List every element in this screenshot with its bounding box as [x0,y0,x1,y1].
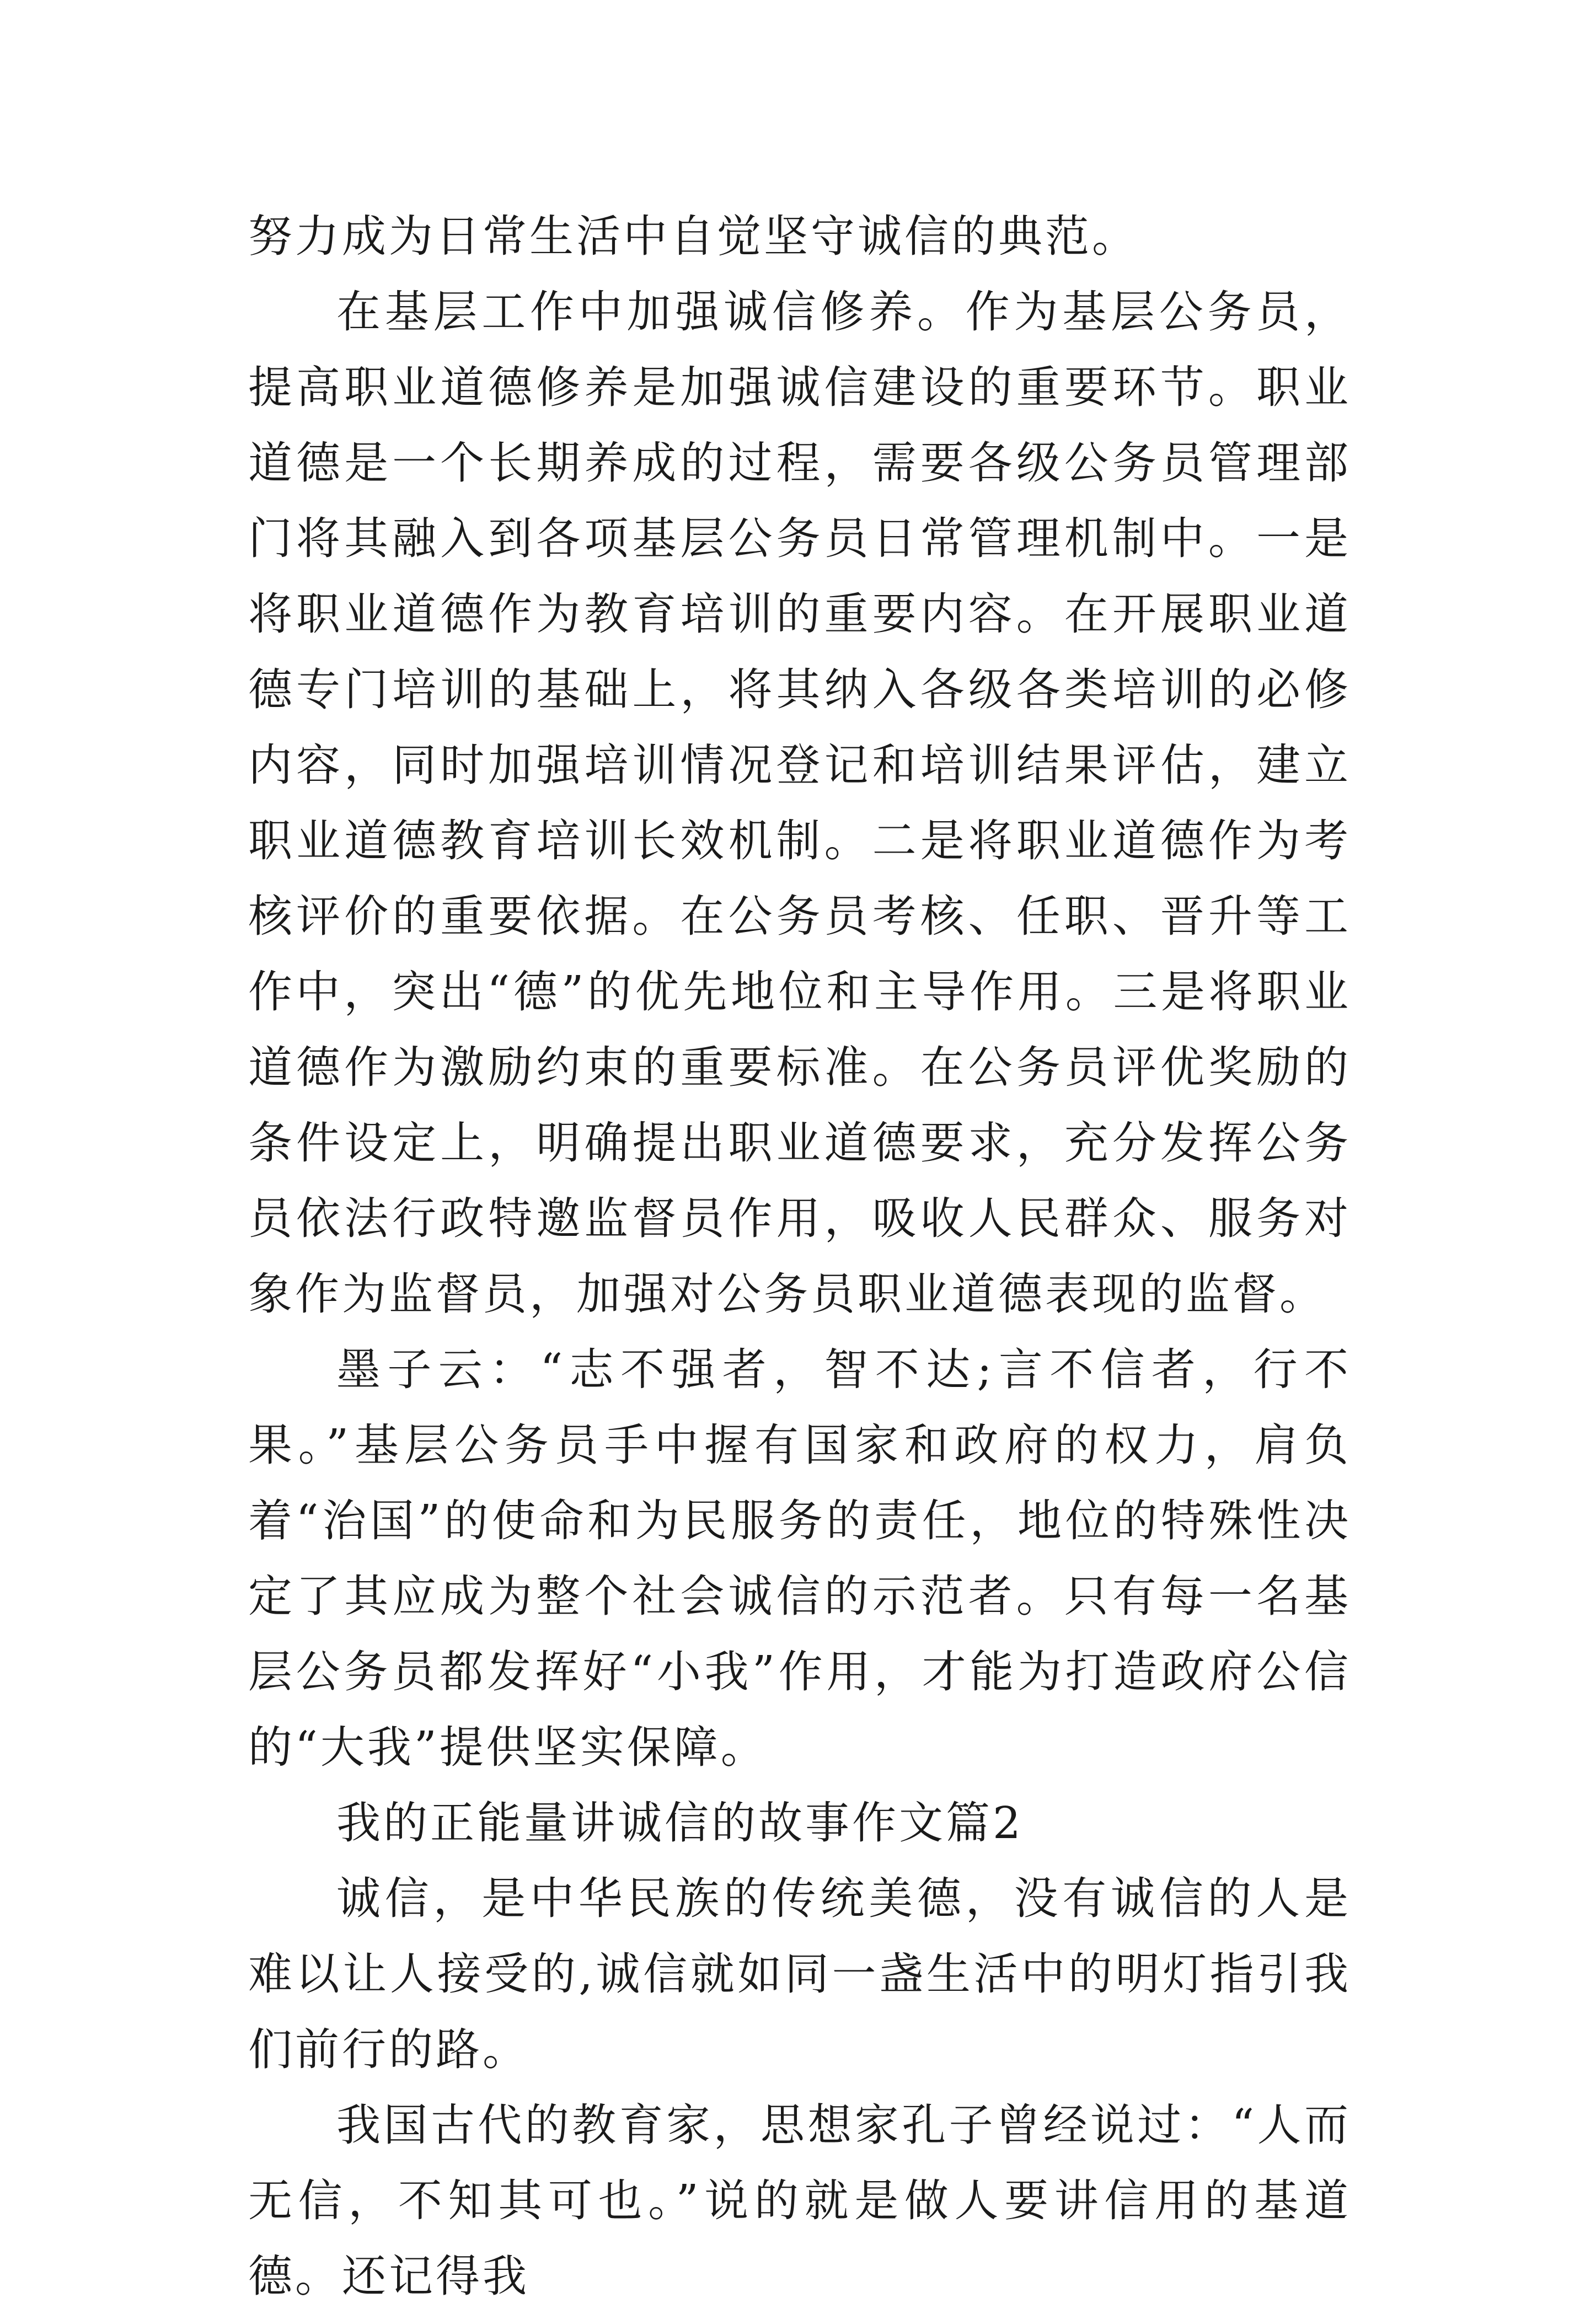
paragraph-5: 我国古代的教育家，思想家孔子曾经说过：“人而无信，不知其可也。”说的就是做人要讲信用的基道德。还记得我 [248,2099,1351,2302]
paragraph-1: 努力成为日常生活中自觉坚守诚信的典范。 [248,211,1139,262]
document-body [248,199,1351,2314]
paragraph-4: 诚信，是中华民族的传统美德，没有诚信的人是难以让人接受的,诚信就如同一盏生活中的明灯指引我们前行的路。 [248,1873,1351,2075]
paragraph-2: 在基层工作中加强诚信修养。作为基层公务员，提高职业道德修养是加强诚信建设的重要环节。职业道德是一个长期养成的过程，需要各级公务员管理部门将其融入到各项基层公务员日常管理机制中。一是将职业道德作为教育培训的重要内容。在开展职业道德专门培训的基础上，将其纳入各级各类培训的必修内容，同时加强培训情况登记和培训结果评估，建立职业道德教育培训长效机制。二是将职业道德作为考核评价的重要依据。在公务员考核、任职、晋升等工作中，突出“德”的优先地位和主导作用。三是将职业道德作为激励约束的重要标准。在公务员评优奖励的条件设定上，明确提出职业道德要求，充分发挥公务员依法行政特邀监督员作用，吸收人民群众、服务对象作为监督员，加强对公务员职业道德表现的监督。 [248,286,1351,1320]
paragraph-3: 墨子云：“志不强者，智不达;言不信者，行不果。”基层公务员手中握有国家和政府的权力，肩负着“治国”的使命和为民服务的责任，地位的特殊性决定了其应成为整个社会诚信的示范者。只有每一名基层公务员都发挥好“小我”作用，才能为打造政府公信的“大我”提供坚实保障。 [248,1344,1351,1773]
section-heading: 我的正能量讲诚信的故事作文篇2 [336,1797,1024,1849]
